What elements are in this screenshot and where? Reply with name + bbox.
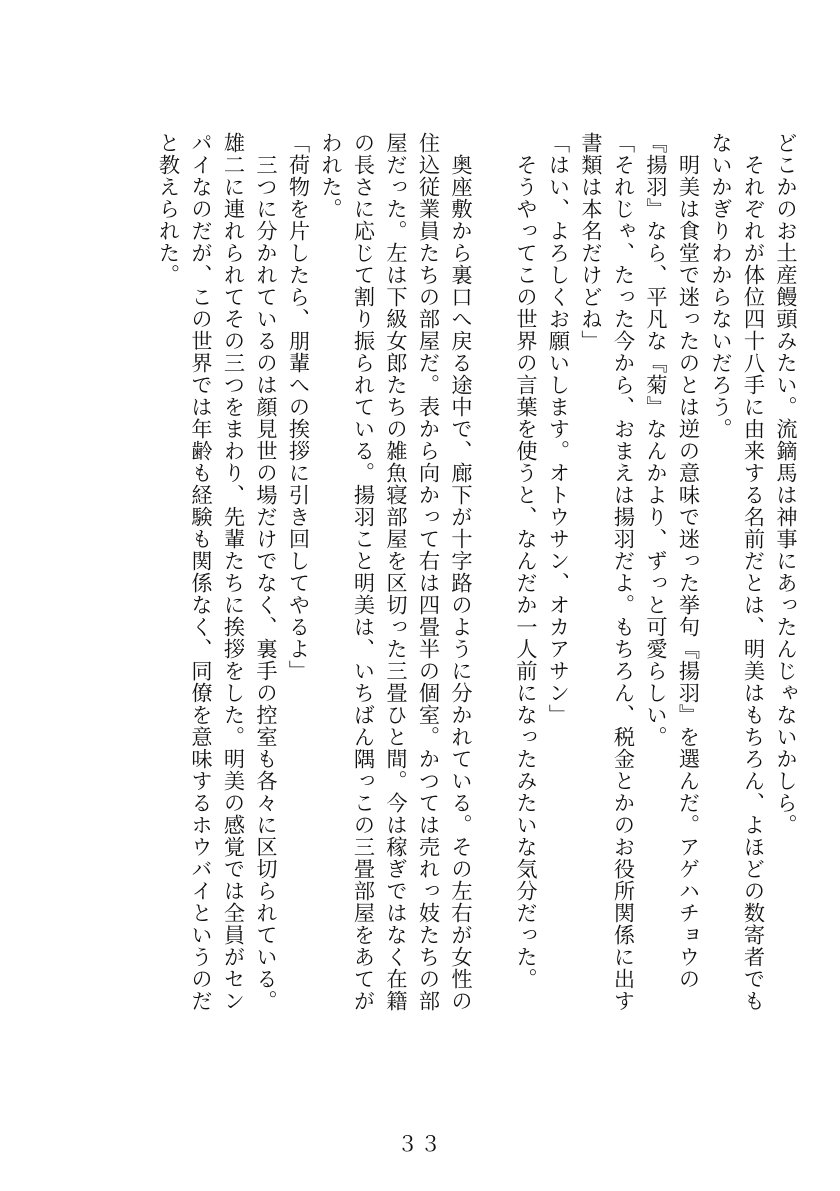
paragraph: どこかのお土産饅頭みたい。流鏑馬は神事にあったんじゃないかしら。: [774, 132, 799, 836]
paragraph: 雄二に連れられてその三つをまわり、先輩たちに挨拶をした。明美の感覚では全員がセンパイなのだが、この世界では年齢も経験も関係なく、同僚を意味するホウバイというのだと教えられた。: [156, 132, 247, 1012]
section-break: [477, 132, 510, 1012]
paragraph: 「それじゃ、たった今から、おまえは揚羽だよ。もちろん、税金とかのお役所関係に出す書類は本名だけどね」: [579, 132, 637, 1012]
paragraph: 奥座敷から裏口へ戻る途中で、廊下が十字路のように分かれている。その左右が女性の住込従業員たちの部屋だ。表から向かって右は四畳半の個室。かつては売れっ妓たちの部屋だった。左は下級女郎たちの雑魚寝部屋を区切った三畳ひと間。今は稼ぎではなく在籍の長さに応じて割り振られている。揚羽こと明美は、いちばん隅っこの三畳部屋をあてがわれた。: [319, 132, 474, 1012]
paragraph: そうやってこの世界の言葉を使うと、なんだか一人前になったみたいな気分だった。: [514, 132, 539, 990]
paragraph: 「はい、よろしくお願いします。オトウサン、オカアサン」: [546, 132, 572, 726]
page-number: ３３: [397, 1132, 443, 1156]
vertical-text-body: [32, 132, 802, 1012]
paragraph: 三つに分かれているのは顔見世の場だけでなく、裏手の控室も各々に区切られている。: [254, 132, 279, 1012]
paragraph: それぞれが体位四十八手に由来する名前だとは、明美はもちろん、よほどの数寄者でもないかぎりわからないだろう。: [709, 132, 767, 1012]
paragraph: 明美は食堂で迷ったのとは逆の意味で迷った挙句『揚羽』を選んだ。アゲハチョウの『揚羽』なら、平凡な『菊』なんかより、ずっと可愛らしい。: [644, 132, 702, 990]
paragraph: 「荷物を片したら、朋輩への挨拶に引き回してやるよ」: [286, 132, 312, 682]
